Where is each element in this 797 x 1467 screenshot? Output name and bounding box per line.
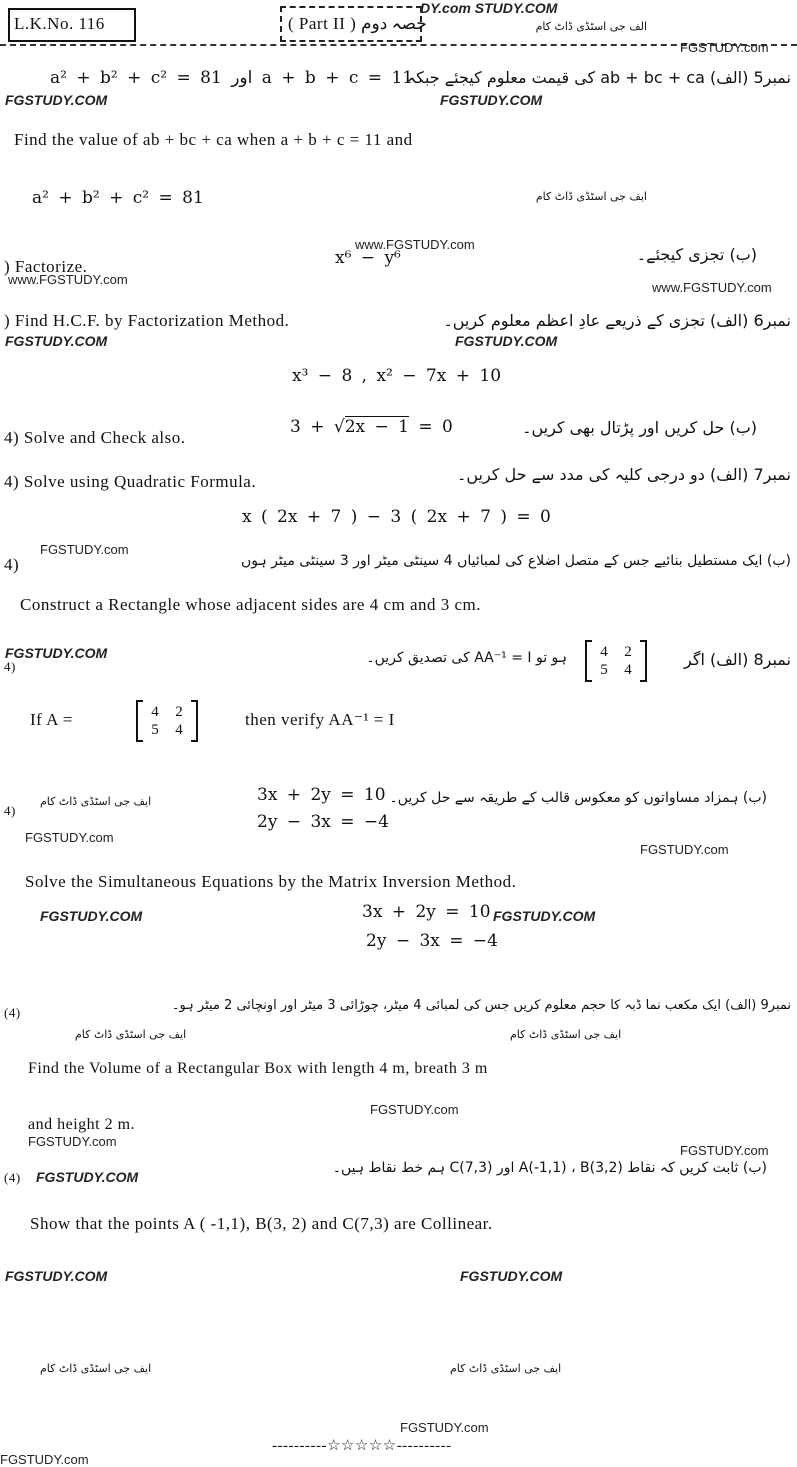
q5b-label: ) Factorize. [4,257,88,276]
q5a-english-cont: a² + b² + c² = 81 [32,188,204,208]
matrix-cell: 2 [624,644,632,660]
q8b-urdu: (ب) ہمزاد مساواتوں کو معکوس قالب کے طریقہ سے حل کریں۔ [389,790,767,806]
watermark: FGSTUDY.com [28,1134,117,1149]
q5a-english: Find the value of ab + bc + ca when a + b + c = 11 and [14,130,413,149]
watermark: FGSTUDY.COM [36,1169,139,1185]
watermark: FGSTUDY.com [370,1102,459,1117]
watermark-urdu: ایف جی اسٹڈی ڈاٹ کام [535,190,647,203]
q5a-urdu: نمبر5 (الف) ab + bc + ca کی قیمت معلوم کیجئے جبکہ [406,68,791,87]
header-divider [0,44,797,46]
q9a-english-cont: and height 2 m. [28,1116,136,1133]
watermark: FGSTUDY.COM [460,1268,563,1284]
watermark: FGSTUDY.com [640,842,729,857]
watermark-urdu: ایف جی اسٹڈی ڈاٹ کام [40,795,152,808]
watermark: FGSTUDY.COM [5,1268,108,1284]
matrix-cell: 4 [151,704,159,720]
end-stars: ----------☆☆☆☆☆---------- [272,1438,452,1454]
q6b-urdu: (ب) حل کریں اور پڑتال بھی کریں۔ [522,418,757,437]
q8b-english: Solve the Simultaneous Equations by the Matrix Inversion Method. [25,872,517,891]
watermark: www.FGSTUDY.com [355,237,475,252]
watermark: www.FGSTUDY.com [652,280,772,295]
bracket-right [640,640,647,682]
watermark-urdu: ایف جی اسٹڈی ڈاٹ کام [510,1028,622,1041]
q7a-urdu: نمبر7 (الف) دو درجی کلیہ کی مدد سے حل کریں۔ [456,465,791,484]
q8b-eq2: 2y − 3x = −4 [257,812,389,832]
q6a-expression: x³ − 8 , x² − 7x + 10 [292,366,502,386]
q5a-equation: a² + b² + c² = 81 اور a + b + c = 11 [50,68,414,88]
radicand: 2x − 1 [344,417,409,437]
q7b-urdu: (ب) ایک مستطیل بنائیے جس کے متصل اضلاع کی لمبائیاں 4 سینٹی میٹر اور 3 سینٹی میٹر ہوں [241,553,791,569]
watermark: FGSTUDY.COM [40,908,143,924]
matrix-cell: 4 [624,662,632,678]
q7b-marks: 4) [4,555,20,574]
watermark: FGSTUDY.COM [493,908,596,924]
q8b-marks: 4) [4,803,16,818]
q6b-label: 4) Solve and Check also. [4,428,186,447]
watermark: FGSTUDY.COM [440,92,543,108]
q9b-marks: (4) [4,1170,21,1185]
matrix-cell: 4 [600,644,608,660]
watermark-urdu: ایف جی اسٹڈی ڈاٹ کام [450,1362,562,1375]
q6b-expression: 3 + √2x − 1 = 0 [290,417,453,437]
watermark-urdu: ایف جی اسٹڈی ڈاٹ کام [40,1362,152,1375]
q8a-urdu-cont: ہو تو AA⁻¹ = I کی تصدیق کریں۔ [366,650,567,666]
q8b-eq2-en: 2y − 3x = −4 [366,931,498,951]
q7a-label: 4) Solve using Quadratic Formula. [4,472,257,491]
q7a-expression: x ( 2x + 7 ) − 3 ( 2x + 7 ) = 0 [242,507,551,527]
q7b-english: Construct a Rectangle whose adjacent sides are 4 cm and 3 cm. [20,595,482,614]
q5b-expression: x⁶ − y⁶ [335,248,401,268]
q9a-urdu: نمبر9 (الف) ایک مکعب نما ڈبہ کا حجم معلوم کریں جس کی لمبائی 4 میٹر، چوڑائی 3 میٹر اور اونچائی 2 میٹر ہو۔ [171,998,791,1013]
matrix-a [136,700,198,742]
expr-part: = 0 [409,417,453,437]
part-title: ( Part II ) حصہ دوم [288,14,427,33]
watermark: FGSTUDY.com [680,40,769,55]
matrix-cell: 5 [600,662,608,678]
q6a-label: ) Find H.C.F. by Factorization Method. [4,311,290,330]
watermark: FGSTUDY.COM [455,333,558,349]
q8b-eq1-en: 3x + 2y = 10 [362,902,491,922]
watermark: www.FGSTUDY.com [8,272,128,287]
q8a-if: If A = [30,710,73,729]
watermark: FGSTUDY.com [680,1143,769,1158]
matrix-a [585,640,647,682]
expr-part: 3 + [290,417,334,437]
matrix-cell: 2 [175,704,183,720]
q9b-english: Show that the points A ( -1,1), B(3, 2) and C(7,3) are Collinear. [30,1214,493,1233]
q9a-marks: (4) [4,1005,21,1020]
q8a-urdu: نمبر8 (الف) اگر [684,650,791,669]
watermark: FGSTUDY.com [400,1420,489,1435]
watermark-urdu: ایف جی اسٹڈی ڈاٹ کام [75,1028,187,1041]
watermark: DY.com STUDY.COM [420,0,558,16]
watermark: FGSTUDY.com [25,830,114,845]
q9b-urdu: (ب) ثابت کریں کہ نقاط A(-1,1) ، B(3,2) اور C(7,3) ہم خط نقاط ہیں۔ [332,1160,767,1176]
bracket-left [136,700,143,742]
q9a-english: Find the Volume of a Rectangular Box with length 4 m, breath 3 m [28,1060,488,1077]
bracket-left [585,640,592,682]
watermark: FGSTUDY.com [0,1452,89,1467]
watermark: FGSTUDY.com [40,542,129,557]
watermark-urdu: الف جی اسٹڈی ڈاٹ کام [535,20,647,33]
q5b-urdu: (ب) تجزی کیجئے۔ [636,245,757,264]
bracket-right [191,700,198,742]
matrix-cell: 5 [151,722,159,738]
q6a-urdu: نمبر6 (الف) تجزی کے ذریعے عادِ اعظم معلوم کریں۔ [443,311,791,330]
lk-number: L.K.No. 116 [14,14,105,33]
watermark: FGSTUDY.COM [5,645,108,661]
watermark: FGSTUDY.COM [5,333,108,349]
q8a-then: then verify AA⁻¹ = I [245,710,395,729]
q8b-eq1: 3x + 2y = 10 [257,785,386,805]
q8a-marks: 4) [4,659,16,674]
watermark: FGSTUDY.COM [5,92,108,108]
matrix-cell: 4 [175,722,183,738]
